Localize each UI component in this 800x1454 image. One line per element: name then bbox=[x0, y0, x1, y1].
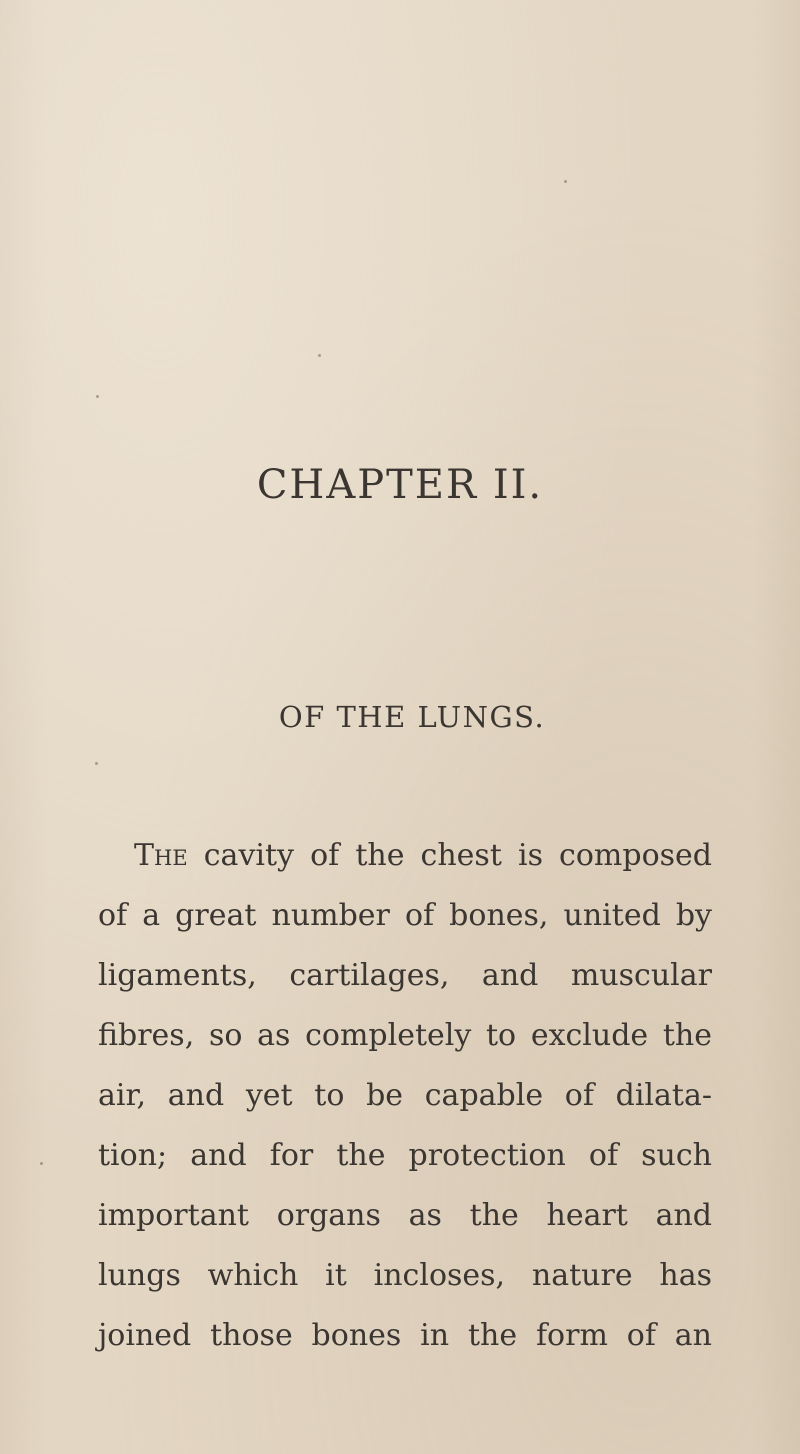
paragraph-line: ligaments, cartilages, and muscular bbox=[98, 958, 712, 993]
paragraph-line: important organs as the heart and bbox=[98, 1198, 712, 1233]
paper-speck bbox=[318, 354, 321, 357]
paragraph-line: tion; and for the protection of such bbox=[98, 1138, 712, 1173]
paper-speck bbox=[96, 395, 99, 398]
paragraph-line: joined those bones in the form of an bbox=[98, 1318, 712, 1353]
paragraph-line: fibres, so as completely to exclude the bbox=[98, 1018, 712, 1053]
opening-word: The bbox=[134, 838, 188, 873]
paper-speck bbox=[95, 762, 98, 765]
body-paragraph bbox=[98, 826, 712, 1366]
line-1-text: cavity of the chest is composed bbox=[203, 838, 712, 873]
paragraph-line-1 bbox=[98, 826, 712, 886]
paper-speck bbox=[564, 180, 567, 183]
section-title: OF THE LUNGS. bbox=[278, 700, 546, 734]
chapter-title: CHAPTER II. bbox=[256, 462, 544, 508]
paragraph-line: of a great number of bones, united by bbox=[98, 898, 712, 933]
paragraph-line: air, and yet to be capable of dilata- bbox=[98, 1078, 712, 1113]
paragraph-line: lungs which it incloses, nature has bbox=[98, 1258, 712, 1293]
paper-speck bbox=[40, 1162, 43, 1165]
